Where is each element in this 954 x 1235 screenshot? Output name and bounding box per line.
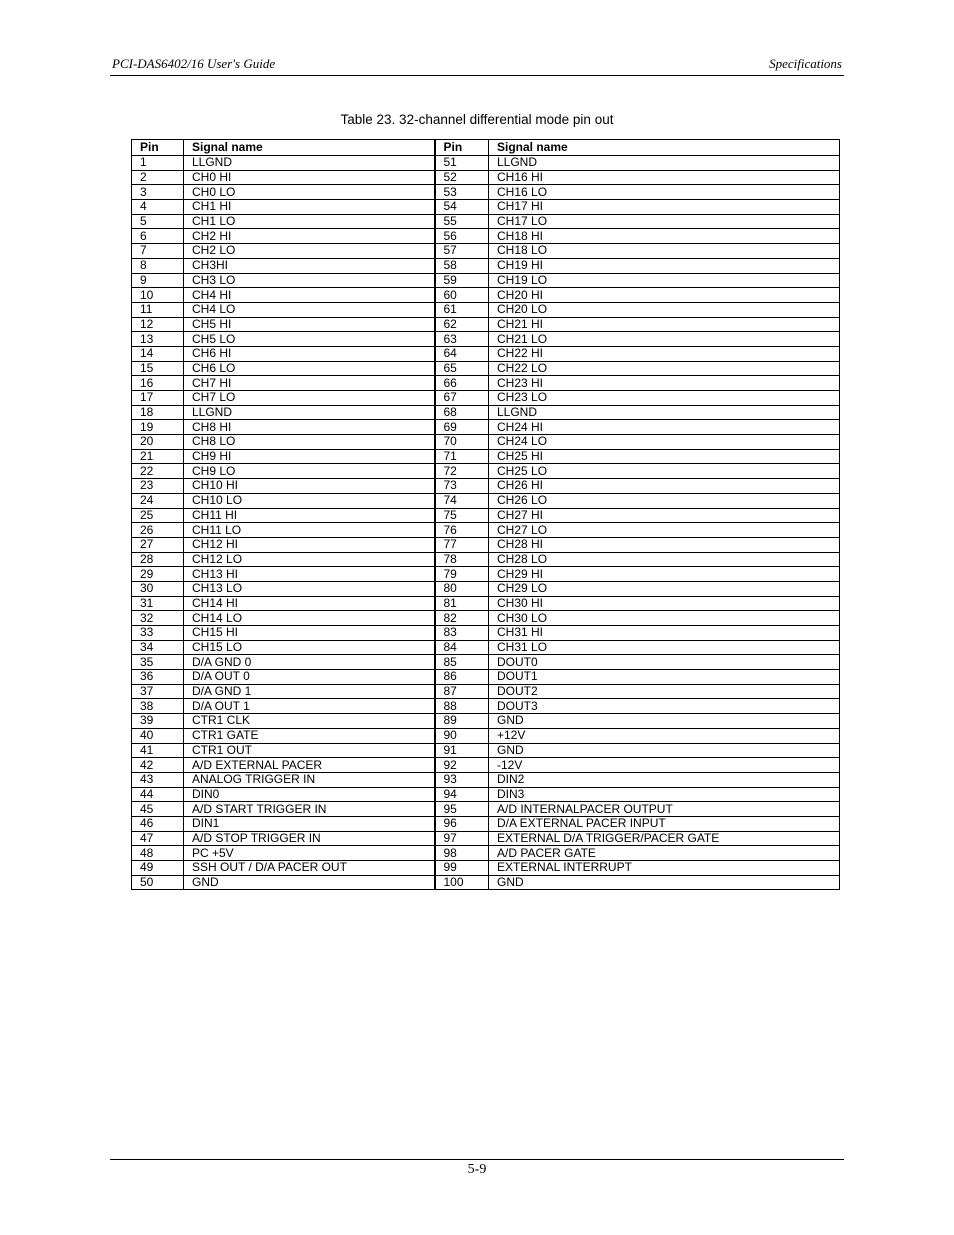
pin-cell: 6 (132, 229, 184, 244)
signal-name-cell: D/A EXTERNAL PACER INPUT (489, 816, 840, 831)
pin-cell: 18 (132, 405, 184, 420)
signal-name-cell: CH9 LO (184, 464, 435, 479)
pin-cell: 81 (435, 596, 489, 611)
pin-cell: 51 (435, 156, 489, 171)
table-row (132, 508, 840, 523)
table-row (132, 640, 840, 655)
pin-cell: 100 (435, 875, 489, 890)
signal-name-cell: CH11 LO (184, 523, 435, 538)
pin-cell: 12 (132, 317, 184, 332)
signal-name-cell: EXTERNAL INTERRUPT (489, 861, 840, 876)
table-row (132, 479, 840, 494)
table-row (132, 493, 840, 508)
pin-cell: 79 (435, 567, 489, 582)
signal-name-cell: CH10 LO (184, 493, 435, 508)
table-row (132, 802, 840, 817)
table-row (132, 420, 840, 435)
footer-divider (110, 1159, 844, 1160)
signal-name-cell: CH31 HI (489, 626, 840, 641)
signal-name-cell: CH14 LO (184, 611, 435, 626)
signal-name-cell: LLGND (184, 156, 435, 171)
signal-name-cell: GND (489, 743, 840, 758)
signal-name-cell: DOUT1 (489, 670, 840, 685)
table-row (132, 258, 840, 273)
signal-name-cell: D/A OUT 0 (184, 670, 435, 685)
pin-cell: 62 (435, 317, 489, 332)
signal-name-cell: CH17 HI (489, 200, 840, 215)
signal-name-cell: A/D PACER GATE (489, 846, 840, 861)
pin-cell: 69 (435, 420, 489, 435)
signal-name-cell: PC +5V (184, 846, 435, 861)
signal-name-cell: CH26 LO (489, 493, 840, 508)
signal-name-cell: CH20 LO (489, 302, 840, 317)
table-row (132, 581, 840, 596)
pin-cell: 44 (132, 787, 184, 802)
signal-name-cell: CH5 HI (184, 317, 435, 332)
pin-cell: 16 (132, 376, 184, 391)
table-row (132, 626, 840, 641)
table-row (132, 816, 840, 831)
pin-cell: 97 (435, 831, 489, 846)
pin-cell: 85 (435, 655, 489, 670)
table-row (132, 611, 840, 626)
pin-cell: 41 (132, 743, 184, 758)
pin-cell: 76 (435, 523, 489, 538)
signal-name-cell: CH23 LO (489, 391, 840, 406)
column-header-signal-name: Signal name (184, 140, 435, 156)
signal-name-cell: CH22 LO (489, 361, 840, 376)
signal-name-cell: CH30 HI (489, 596, 840, 611)
table-row (132, 523, 840, 538)
table-row (132, 787, 840, 802)
signal-name-cell: CH21 HI (489, 317, 840, 332)
pin-cell: 45 (132, 802, 184, 817)
table-row (132, 391, 840, 406)
signal-name-cell: CH8 LO (184, 435, 435, 450)
pin-cell: 3 (132, 185, 184, 200)
table-row (132, 185, 840, 200)
signal-name-cell: LLGND (184, 405, 435, 420)
signal-name-cell: CH19 HI (489, 258, 840, 273)
pin-cell: 89 (435, 714, 489, 729)
signal-name-cell: CH28 LO (489, 552, 840, 567)
pin-cell: 50 (132, 875, 184, 890)
signal-name-cell: CH16 HI (489, 170, 840, 185)
signal-name-cell: CH1 HI (184, 200, 435, 215)
pin-cell: 23 (132, 479, 184, 494)
signal-name-cell: DIN0 (184, 787, 435, 802)
pin-cell: 71 (435, 449, 489, 464)
pin-cell: 27 (132, 537, 184, 552)
table-row (132, 831, 840, 846)
table-row (132, 728, 840, 743)
pin-cell: 4 (132, 200, 184, 215)
pin-cell: 29 (132, 567, 184, 582)
pin-cell: 83 (435, 626, 489, 641)
table-row (132, 684, 840, 699)
signal-name-cell: CH27 LO (489, 523, 840, 538)
pin-cell: 86 (435, 670, 489, 685)
signal-name-cell: A/D START TRIGGER IN (184, 802, 435, 817)
pin-cell: 75 (435, 508, 489, 523)
table-row (132, 435, 840, 450)
signal-name-cell: DOUT0 (489, 655, 840, 670)
pin-cell: 98 (435, 846, 489, 861)
table-header-row (132, 140, 840, 156)
pin-cell: 73 (435, 479, 489, 494)
signal-name-cell: CH7 HI (184, 376, 435, 391)
table-row (132, 714, 840, 729)
signal-name-cell: CH17 LO (489, 214, 840, 229)
pin-cell: 55 (435, 214, 489, 229)
table-row (132, 596, 840, 611)
signal-name-cell: CTR1 OUT (184, 743, 435, 758)
pin-cell: 65 (435, 361, 489, 376)
pin-cell: 64 (435, 346, 489, 361)
table-row (132, 273, 840, 288)
signal-name-cell: EXTERNAL D/A TRIGGER/PACER GATE (489, 831, 840, 846)
table-row (132, 346, 840, 361)
table-row (132, 376, 840, 391)
pin-cell: 57 (435, 244, 489, 259)
document-title: PCI-DAS6402/16 User's Guide (112, 56, 276, 71)
signal-name-cell: CH26 HI (489, 479, 840, 494)
pin-cell: 88 (435, 699, 489, 714)
signal-name-cell: CH24 HI (489, 420, 840, 435)
signal-name-cell: CH6 HI (184, 346, 435, 361)
signal-name-cell: CH14 HI (184, 596, 435, 611)
page-number: 5-9 (467, 1162, 487, 1177)
page-header (110, 55, 844, 76)
section-title: Specifications (769, 56, 842, 71)
table-row (132, 552, 840, 567)
pin-cell: 10 (132, 288, 184, 303)
pin-cell: 74 (435, 493, 489, 508)
pin-cell: 68 (435, 405, 489, 420)
signal-name-cell: D/A OUT 1 (184, 699, 435, 714)
signal-name-cell: DIN1 (184, 816, 435, 831)
signal-name-cell: CH12 HI (184, 537, 435, 552)
table-caption: Table 23. 32-channel differential mode pin out (340, 112, 614, 127)
signal-name-cell: A/D STOP TRIGGER IN (184, 831, 435, 846)
signal-name-cell: CH3HI (184, 258, 435, 273)
pin-cell: 99 (435, 861, 489, 876)
pin-cell: 63 (435, 332, 489, 347)
pin-cell: 31 (132, 596, 184, 611)
pin-cell: 1 (132, 156, 184, 171)
signal-name-cell: CTR1 CLK (184, 714, 435, 729)
signal-name-cell: CH7 LO (184, 391, 435, 406)
pin-cell: 5 (132, 214, 184, 229)
signal-name-cell: DIN2 (489, 772, 840, 787)
signal-name-cell: LLGND (489, 405, 840, 420)
signal-name-cell: CTR1 GATE (184, 728, 435, 743)
table-row (132, 846, 840, 861)
table-row (132, 670, 840, 685)
signal-name-cell: CH9 HI (184, 449, 435, 464)
pin-cell: 38 (132, 699, 184, 714)
pin-cell: 59 (435, 273, 489, 288)
signal-name-cell: CH25 HI (489, 449, 840, 464)
table-row (132, 537, 840, 552)
signal-name-cell: GND (184, 875, 435, 890)
signal-name-cell: CH6 LO (184, 361, 435, 376)
table-row (132, 332, 840, 347)
table-row (132, 758, 840, 773)
table-row (132, 743, 840, 758)
pin-cell: 13 (132, 332, 184, 347)
signal-name-cell: CH22 HI (489, 346, 840, 361)
signal-name-cell: CH13 HI (184, 567, 435, 582)
signal-name-cell: CH11 HI (184, 508, 435, 523)
table-row (132, 449, 840, 464)
signal-name-cell: CH0 LO (184, 185, 435, 200)
table-row (132, 464, 840, 479)
pin-cell: 56 (435, 229, 489, 244)
pin-cell: 53 (435, 185, 489, 200)
pin-cell: 58 (435, 258, 489, 273)
pin-cell: 36 (132, 670, 184, 685)
table-row (132, 200, 840, 215)
signal-name-cell: CH27 HI (489, 508, 840, 523)
signal-name-cell: +12V (489, 728, 840, 743)
pin-cell: 2 (132, 170, 184, 185)
pin-cell: 30 (132, 581, 184, 596)
table-row (132, 861, 840, 876)
pin-cell: 78 (435, 552, 489, 567)
signal-name-cell: A/D EXTERNAL PACER (184, 758, 435, 773)
signal-name-cell: CH29 LO (489, 581, 840, 596)
pin-cell: 95 (435, 802, 489, 817)
signal-name-cell: CH20 HI (489, 288, 840, 303)
pin-cell: 48 (132, 846, 184, 861)
table-body (132, 156, 840, 890)
signal-name-cell: CH2 LO (184, 244, 435, 259)
pin-cell: 72 (435, 464, 489, 479)
signal-name-cell: CH23 HI (489, 376, 840, 391)
pin-cell: 37 (132, 684, 184, 699)
pin-cell: 11 (132, 302, 184, 317)
pin-cell: 93 (435, 772, 489, 787)
signal-name-cell: LLGND (489, 156, 840, 171)
signal-name-cell: CH16 LO (489, 185, 840, 200)
signal-name-cell: CH12 LO (184, 552, 435, 567)
signal-name-cell: CH5 LO (184, 332, 435, 347)
pin-cell: 43 (132, 772, 184, 787)
pin-cell: 35 (132, 655, 184, 670)
pin-cell: 39 (132, 714, 184, 729)
pin-cell: 84 (435, 640, 489, 655)
table-row (132, 772, 840, 787)
table-row (132, 302, 840, 317)
signal-name-cell: A/D INTERNALPACER OUTPUT (489, 802, 840, 817)
pin-cell: 47 (132, 831, 184, 846)
signal-name-cell: CH3 LO (184, 273, 435, 288)
pin-cell: 42 (132, 758, 184, 773)
signal-name-cell: CH2 HI (184, 229, 435, 244)
pin-cell: 40 (132, 728, 184, 743)
table-row (132, 229, 840, 244)
table-row (132, 655, 840, 670)
signal-name-cell: CH21 LO (489, 332, 840, 347)
pin-cell: 49 (132, 861, 184, 876)
pin-cell: 52 (435, 170, 489, 185)
pin-cell: 90 (435, 728, 489, 743)
pin-cell: 66 (435, 376, 489, 391)
pin-cell: 21 (132, 449, 184, 464)
column-header-pin: Pin (435, 140, 489, 156)
pin-cell: 17 (132, 391, 184, 406)
pin-cell: 34 (132, 640, 184, 655)
signal-name-cell: CH24 LO (489, 435, 840, 450)
signal-name-cell: CH13 LO (184, 581, 435, 596)
table-row (132, 875, 840, 890)
table-row (132, 288, 840, 303)
signal-name-cell: CH1 LO (184, 214, 435, 229)
table-row (132, 361, 840, 376)
signal-name-cell: CH4 LO (184, 302, 435, 317)
pin-cell: 82 (435, 611, 489, 626)
signal-name-cell: CH15 LO (184, 640, 435, 655)
signal-name-cell: D/A GND 1 (184, 684, 435, 699)
pin-cell: 25 (132, 508, 184, 523)
pin-cell: 87 (435, 684, 489, 699)
table-row (132, 317, 840, 332)
table-row (132, 244, 840, 259)
column-header-pin: Pin (132, 140, 184, 156)
pin-cell: 46 (132, 816, 184, 831)
signal-name-cell: DOUT2 (489, 684, 840, 699)
table-row (132, 699, 840, 714)
column-header-signal-name: Signal name (489, 140, 840, 156)
pin-cell: 70 (435, 435, 489, 450)
pin-cell: 7 (132, 244, 184, 259)
signal-name-cell: CH18 LO (489, 244, 840, 259)
signal-name-cell: DOUT3 (489, 699, 840, 714)
signal-name-cell: GND (489, 875, 840, 890)
pin-cell: 91 (435, 743, 489, 758)
pin-cell: 94 (435, 787, 489, 802)
table-row (132, 214, 840, 229)
signal-name-cell: SSH OUT / D/A PACER OUT (184, 861, 435, 876)
pin-cell: 33 (132, 626, 184, 641)
pin-cell: 67 (435, 391, 489, 406)
signal-name-cell: CH8 HI (184, 420, 435, 435)
pin-cell: 32 (132, 611, 184, 626)
signal-name-cell: CH4 HI (184, 288, 435, 303)
signal-name-cell: CH0 HI (184, 170, 435, 185)
pin-cell: 60 (435, 288, 489, 303)
signal-name-cell: CH30 LO (489, 611, 840, 626)
signal-name-cell: CH10 HI (184, 479, 435, 494)
signal-name-cell: CH19 LO (489, 273, 840, 288)
signal-name-cell: -12V (489, 758, 840, 773)
pin-cell: 15 (132, 361, 184, 376)
pin-cell: 80 (435, 581, 489, 596)
signal-name-cell: ANALOG TRIGGER IN (184, 772, 435, 787)
pin-cell: 61 (435, 302, 489, 317)
pin-cell: 77 (435, 537, 489, 552)
pin-cell: 8 (132, 258, 184, 273)
pin-cell: 92 (435, 758, 489, 773)
table-row (132, 405, 840, 420)
pin-cell: 19 (132, 420, 184, 435)
pin-cell: 96 (435, 816, 489, 831)
pin-cell: 28 (132, 552, 184, 567)
pin-cell: 22 (132, 464, 184, 479)
signal-name-cell: CH25 LO (489, 464, 840, 479)
pin-cell: 9 (132, 273, 184, 288)
pin-cell: 54 (435, 200, 489, 215)
signal-name-cell: D/A GND 0 (184, 655, 435, 670)
signal-name-cell: CH29 HI (489, 567, 840, 582)
pin-cell: 24 (132, 493, 184, 508)
pinout-table (131, 139, 840, 890)
signal-name-cell: CH28 HI (489, 537, 840, 552)
signal-name-cell: CH31 LO (489, 640, 840, 655)
signal-name-cell: CH15 HI (184, 626, 435, 641)
table-row (132, 156, 840, 171)
signal-name-cell: DIN3 (489, 787, 840, 802)
pin-cell: 14 (132, 346, 184, 361)
signal-name-cell: GND (489, 714, 840, 729)
table-row (132, 567, 840, 582)
table-row (132, 170, 840, 185)
signal-name-cell: CH18 HI (489, 229, 840, 244)
pin-cell: 20 (132, 435, 184, 450)
pin-cell: 26 (132, 523, 184, 538)
